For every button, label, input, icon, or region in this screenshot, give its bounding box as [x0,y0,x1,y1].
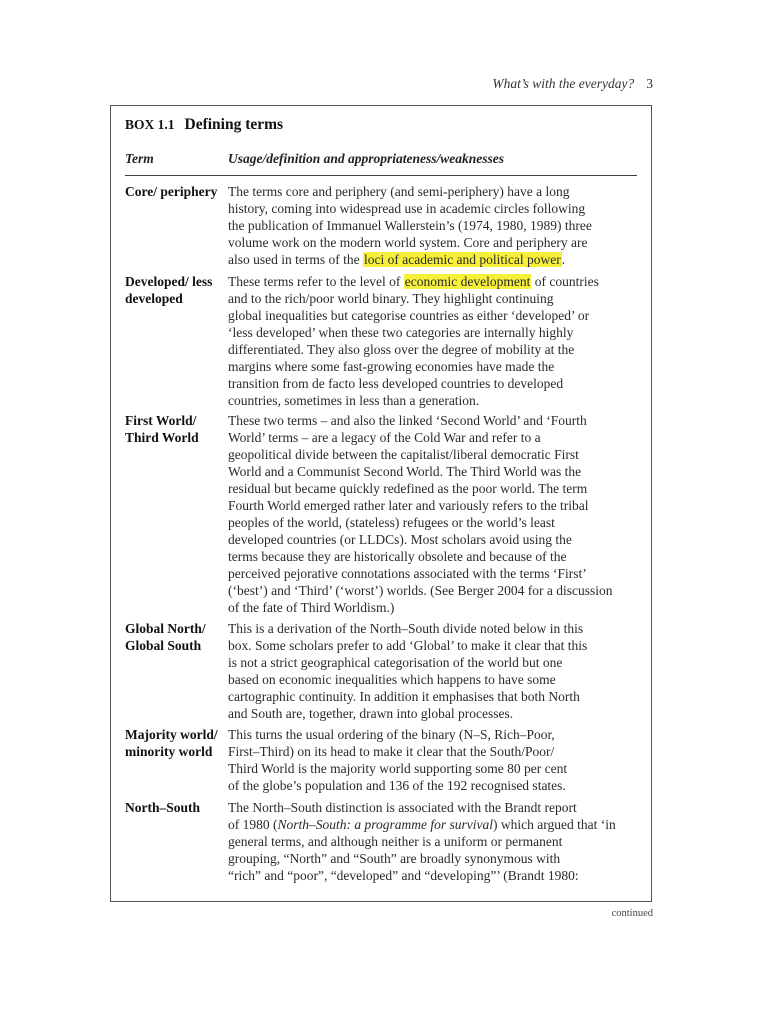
definition-line: These two terms – and also the linked ‘Second World’ and ‘Fourth [228,413,587,428]
text-span: of 1980 ( [228,817,278,832]
definition-line: of the globe’s population and 136 of the 192 recognised states. [228,778,566,793]
term-label: Majority world/ minority world [125,727,218,759]
continued-note: continued [611,908,653,919]
definition-line: developed countries (or LLDCs). Most scholars avoid using the [228,532,572,547]
page-number: 3 [646,76,653,91]
text-span: ) which argued that ‘in [493,817,616,832]
definition-line: First–Third) on its head to make it clear that the South/Poor/ [228,744,555,759]
definition-text [228,273,639,409]
definition-line [228,273,639,290]
definition-text [228,183,639,268]
header-rule [125,175,637,176]
definition-line: ‘less developed’ when these two categories are internally highly [228,325,574,340]
report-title: North–South: a programme for survival [277,817,493,832]
running-title: What’s with the everyday? [492,76,635,91]
definition-line: based on economic inequalities which happens to have some [228,672,556,687]
definition-line: of the fate of Third Worldism.) [228,600,395,615]
definition-line: volume work on the modern world system. Core and periphery are [228,235,588,250]
column-header-definition: Usage/definition and appropriateness/weaknesses [228,151,505,166]
text-span: These terms refer to the level of [228,274,404,289]
definition-line: margins where some fast-growing economies have made the [228,359,555,374]
definition-line [228,816,639,833]
term-label: Core/ periphery [125,184,218,199]
definition-line: differentiated. They also gloss over the degree of mobility at the [228,342,575,357]
definition-line: and to the rich/poor world binary. They highlight continuing [228,291,554,306]
definition-line: is not a strict geographical categorisation of the world but one [228,655,563,670]
definition-line: transition from de facto less developed countries to developed [228,376,564,391]
definition-line: cartographic continuity. In addition it emphasises that both North [228,689,580,704]
definition-line: The terms core and periphery (and semi-periphery) have a long [228,184,570,199]
text-span: of countries [531,274,599,289]
definition-text [228,799,639,884]
definition-line: World’ terms – are a legacy of the Cold War and refer to a [228,430,541,445]
definition-line: history, coming into widespread use in academic circles following [228,201,586,216]
text-span: also used in terms of the [228,252,363,267]
definition-line: global inequalities but categorise countries as either ‘developed’ or [228,308,590,323]
definition-line: The North–South distinction is associated with the Brandt report [228,800,577,815]
definition-line [228,251,639,268]
definition-line: countries, sometimes in less than a generation. [228,393,480,408]
definition-box [110,105,652,902]
definition-line: and South are, together, drawn into global processes. [228,706,514,721]
term-label: Global North/ Global South [125,621,206,653]
definition-line: geopolitical divide between the capitalist/liberal democratic First [228,447,579,462]
definition-line: This turns the usual ordering of the binary (N–S, Rich–Poor, [228,727,555,742]
box-number: BOX 1.1 [125,117,175,132]
definition-line: general terms, and although neither is a uniform or permanent [228,834,563,849]
highlighted-text: economic development [404,274,531,289]
definition-line: perceived pejorative connotations associated with the terms ‘First’ [228,566,587,581]
definition-line: “rich” and “poor”, “developed” and “developing”’ (Brandt 1980: [228,868,579,883]
definition-line: This is a derivation of the North–South divide noted below in this [228,621,584,636]
definition-line: grouping, “North” and “South” are broadly synonymous with [228,851,561,866]
highlighted-text: loci of academic and political power [363,252,561,267]
definition-line: box. Some scholars prefer to add ‘Global’ to make it clear that this [228,638,588,653]
term-label: First World/ Third World [125,413,199,445]
definition-line: residual but became quickly redefined as the poor world. The term [228,481,588,496]
definition-line: the publication of Immanuel Wallerstein’s (1974, 1980, 1989) three [228,218,592,233]
text-span: . [561,252,566,267]
definition-line: terms because they are historically obsolete and because of the [228,549,567,564]
definition-text [228,726,639,794]
definition-line: Fourth World emerged rather later and variously refers to the tribal [228,498,589,513]
definition-text [228,620,639,722]
definition-line: peoples of the world, (stateless) refugees or the world’s least [228,515,555,530]
definition-line: World and a Communist Second World. The Third World was the [228,464,582,479]
box-heading: Defining terms [184,116,284,133]
definition-line: Third World is the majority world supporting some 80 per cent [228,761,568,776]
term-label: North–South [125,800,201,815]
running-head [492,76,653,92]
term-label: Developed/ less developed [125,274,213,306]
column-header-term: Term [125,151,154,166]
box-title [125,116,283,134]
definition-line: (‘best’) and ‘Third’ (‘worst’) worlds. (See Berger 2004 for a discussion [228,583,613,598]
definition-text [228,412,639,616]
